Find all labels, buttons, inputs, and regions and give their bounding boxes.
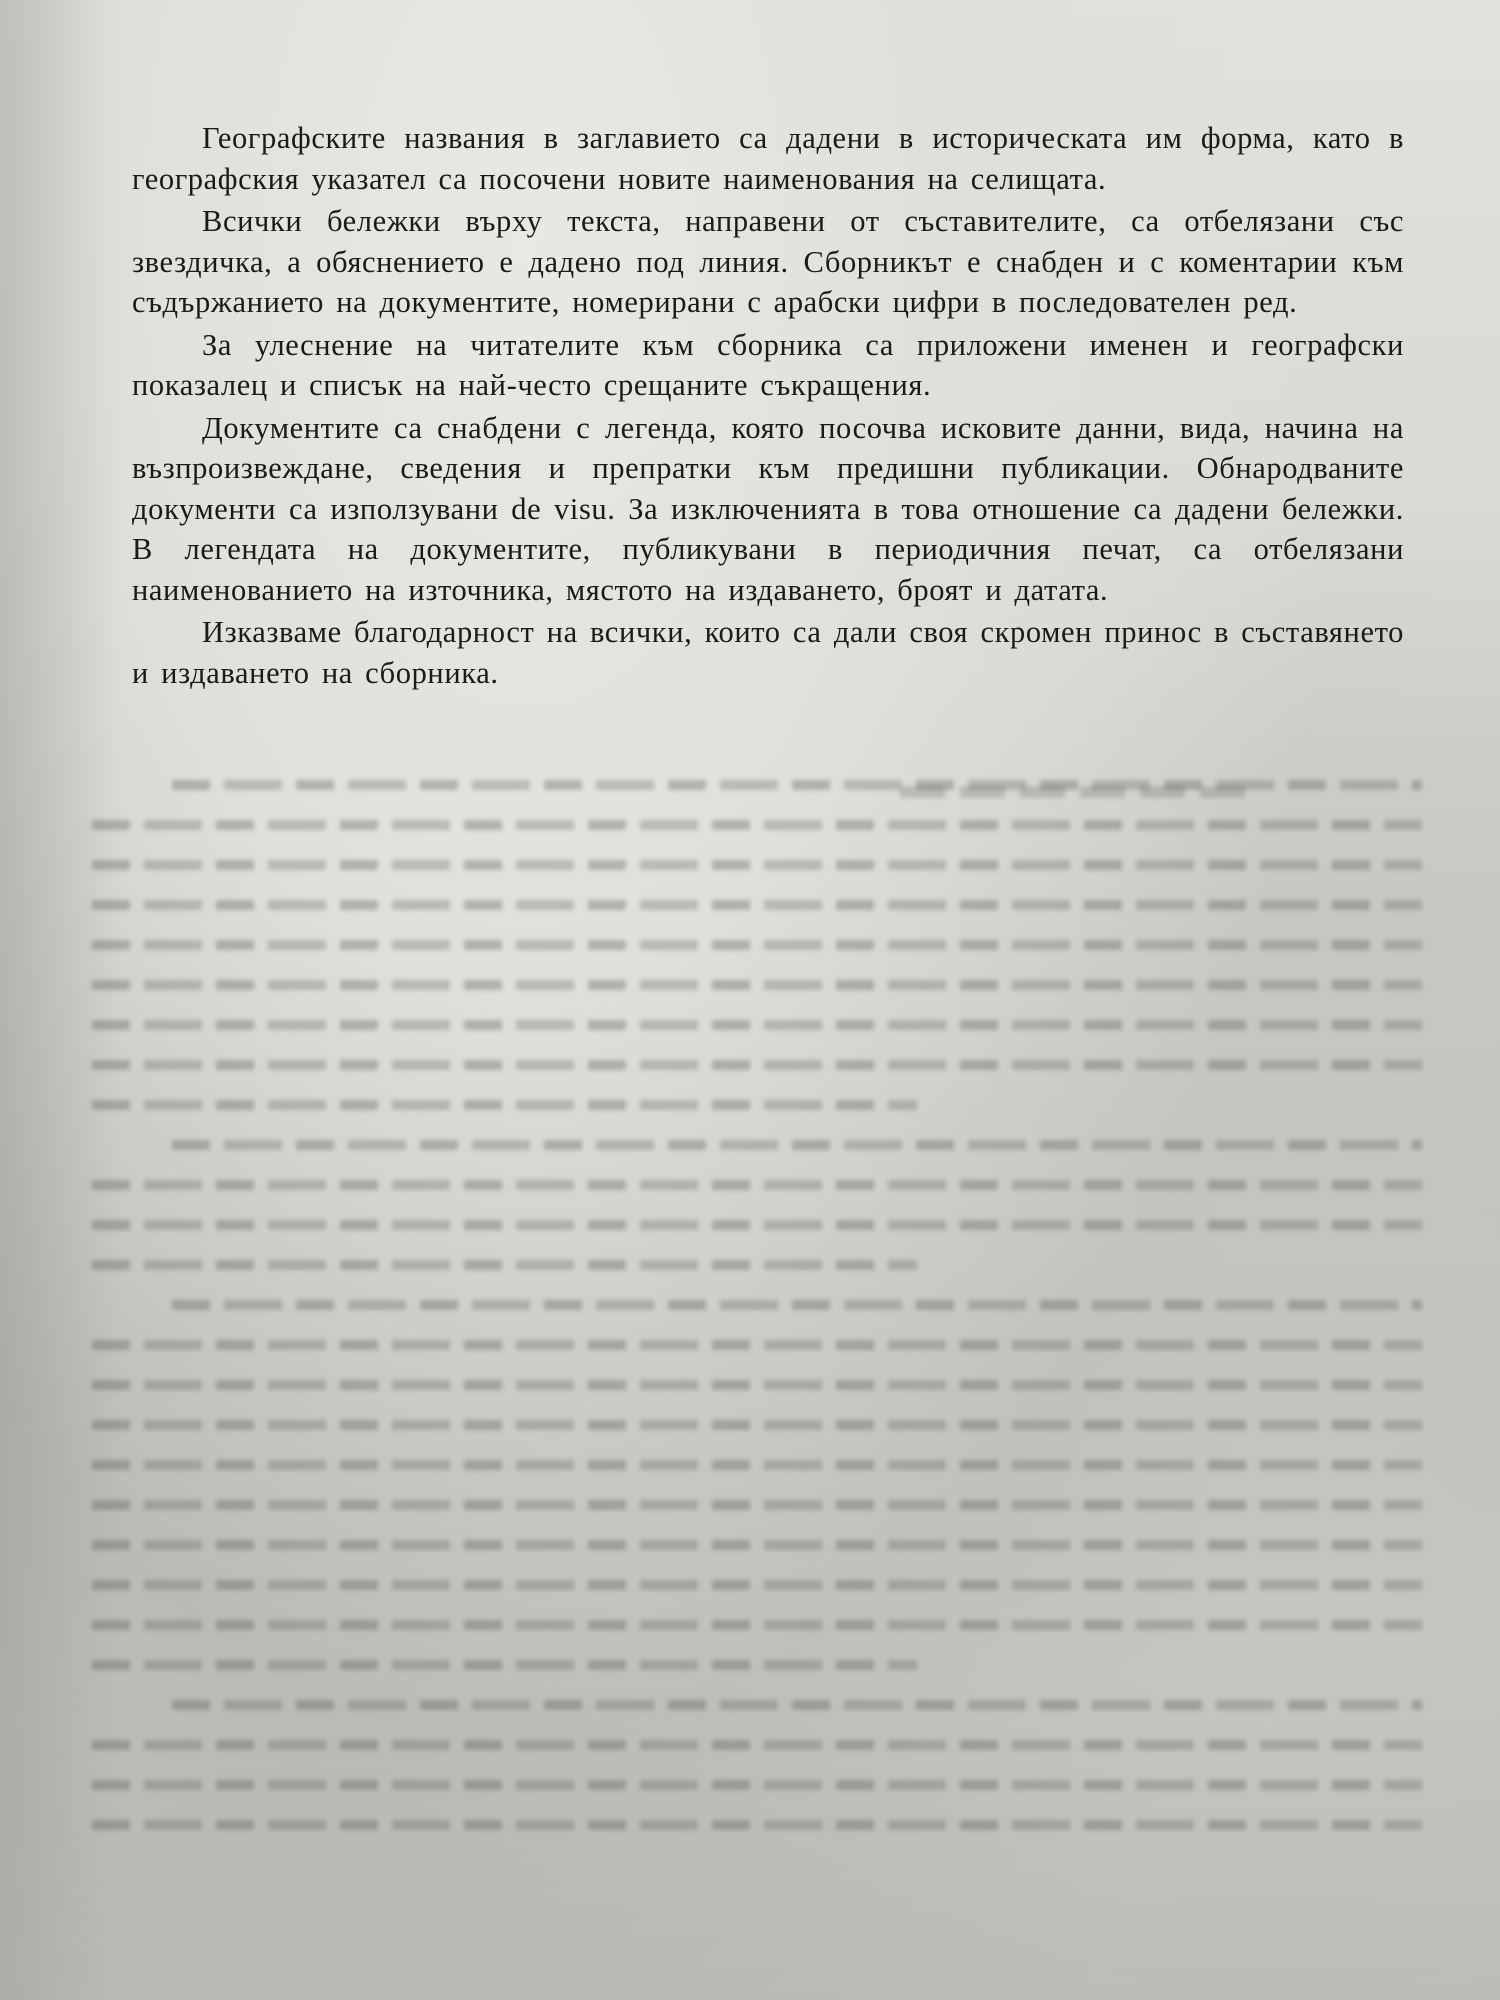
paragraph-notes: Всички бележки върху текста, направени от съставителите, са отбелязани със звездичка, а обяснението е дадено под линия. Сборникът е снабден и с коментарии към съдържанието на документите, номерирани с арабски цифри в последователен ред. (132, 204, 1404, 319)
paragraph-legend: Документите са снабдени с легенда, която посочва исковите данни, вида, начина на възпроизвеждане, сведения и препратки към предишни публикации. Обнародваните документи са използувани de visu. За изключенията в това отношение са дадени бележки. В легендата на документите, публикувани в периодичния печат, са отбелязани наименованието на източника, мястото на издаването, броят и датата. (132, 410, 1404, 607)
paragraph-thanks: Изказваме благодарност на всички, които са дали своя скромен принос в съставянето и издаването на сборника. (132, 615, 1404, 690)
paragraph-indexes: За улеснение на читателите към сборника са приложени именен и географски показалец и списък на най-често срещаните съкращения. (132, 327, 1404, 402)
document-body (132, 118, 1404, 693)
paragraph-place-names: Географските названия в заглавието са дадени в историческата им форма, като в географския указател са посочени новите наименования на селищата. (132, 121, 1404, 196)
bleed-through-text (92, 780, 1422, 1900)
